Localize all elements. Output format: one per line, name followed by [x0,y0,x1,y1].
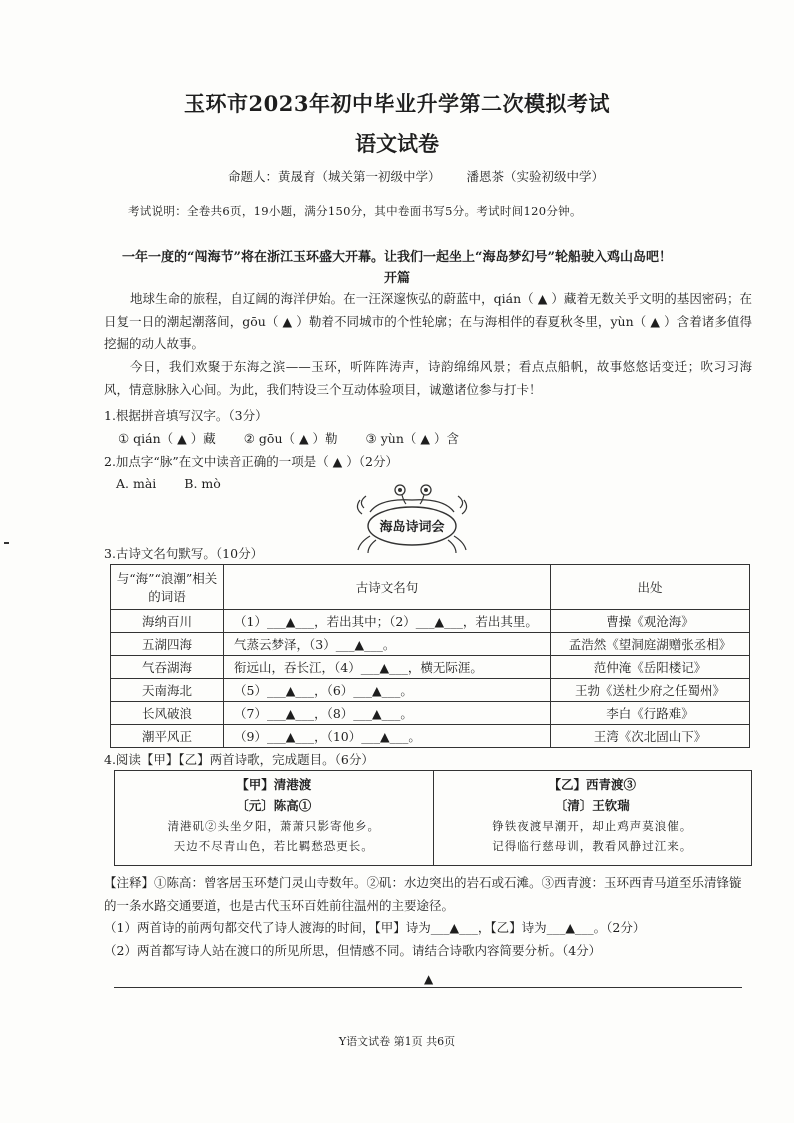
cell-word: 天南海北 [111,679,224,702]
intro-paragraph-2: 今日，我们欢聚于东海之滨——玉环，听阵阵涛声，诗韵绵绵风景；看点点船帆，故事悠悠话变迁；吹习习海风，情意脉脉入心间。为此，我们特设三个互动体验项目，诚邀诸位参与打卡！ [104,359,752,397]
cell-word: 五湖四海 [111,633,224,656]
page-footer: Y语文试卷 第1页 共6页 [338,1035,456,1048]
cell-source: 孟浩然《望洞庭湖赠张丞相》 [551,633,750,656]
table-row [111,633,750,656]
intro-line: 一年一度的“闯海节”将在浙江玉环盛大开幕。让我们一起坐上“海岛梦幻号”轮船驶入鸡山岛吧！ [122,250,672,265]
poem-a-title: 【甲】清港渡 [236,777,312,792]
col-header-words: 与“海”“浪潮”相关的词语 [111,565,224,610]
cell-verse: （7）___▲___，（8）___▲___。 [224,702,551,725]
poem-annotations: 【注释】①陈高：曾客居玉环楚门灵山寺数年。②矶：水边突出的岩石或石滩。③西青渡：玉环西青马道至乐清锋镟的一条水路交通要道，也是古代玉环百姓前往温州的主要途径。 [104,875,742,913]
answer-line [114,987,742,988]
q1-option-3: ③ yùn（ ▲ ）含 [365,431,459,446]
intro-paragraph-1: 地球生命的旅程，自辽阔的海洋伊始。在一汪深邃恢弘的蔚蓝中，qián（ ▲ ）藏着无数关乎文明的基因密码；在日复一日的潮起潮落间，gōu（ ▲ ）勒着不同城市的个性轮廓；在与海相伴的春夏秋冬里，yùn（ ▲ ）含着诸多值得挖掘的动人故事。 [104,291,752,351]
section-heading: 开篇 [383,271,410,286]
q1-option-2: ② gōu（ ▲ ）勒 [243,431,338,446]
table-row [111,656,750,679]
cell-source: 曹操《观沧海》 [551,610,750,633]
exam-subtitle: 语文试卷 [355,131,439,156]
author-2: 潘恩茶（实验初级中学） [466,169,605,184]
cell-source: 王勃《送杜少府之任蜀州》 [551,679,750,702]
scan-mark [4,542,9,544]
question-4-notes [104,872,752,962]
question-4-sub-1: （1）两首诗的前两句都交代了诗人渡海的时间，【甲】诗为___▲___，【乙】诗为___▲___。（2分） [104,920,646,935]
question-2-stem: 2.加点字“脉”在文中读音正确的一项是（ ▲ ）（2分） [104,454,398,469]
poems-box [114,770,752,866]
cell-verse: （9）___▲___，（10）___▲___。 [224,725,551,748]
cell-verse: （1）___▲___，若出其中；（2）___▲___，若出其里。 [224,610,551,633]
poem-a-line-2: 天边不尽青山色，若比羁愁恐更长。 [173,839,374,853]
crab-badge [352,482,472,554]
poem-a-line-1: 清港矶②头坐夕阳，萧萧只影寄他乡。 [167,819,380,833]
cell-verse: 气蒸云梦泽，（3）___▲___。 [224,633,551,656]
poem-b-line-1: 铮铁夜渡早潮开，却止鸡声莫浪催。 [492,819,693,833]
table-row [111,679,750,702]
cell-source: 范仲淹《岳阳楼记》 [551,656,750,679]
question-1-options [118,429,483,447]
q2-option-a: A. mài [116,476,157,491]
cell-word: 气吞湖海 [111,656,224,679]
cell-verse: 衔远山，吞长江，（4）___▲___，横无际涯。 [224,656,551,679]
cell-word: 潮平风正 [111,725,224,748]
cell-word: 长风破浪 [111,702,224,725]
cell-verse: （5）___▲___，（6）___▲___。 [224,679,551,702]
col-header-source: 出处 [551,565,750,610]
q2-option-b: B. mò [184,476,221,491]
exam-title: 玉环市2023年初中毕业升学第二次模拟考试 [184,91,610,116]
table-header-row [111,565,750,610]
cell-source: 王湾《次北固山下》 [551,725,750,748]
poem-b-line-2: 记得临行慈母训，教看风静过江来。 [492,839,693,853]
poem-b-author: 〔清〕王钦瑞 [554,798,630,813]
poem-b [433,771,752,865]
poem-a [115,771,433,865]
question-2-options [116,476,245,491]
col-header-verse: 古诗文名句 [224,565,551,610]
question-3-stem: 3.古诗文名句默写。（10分） [104,546,264,561]
answer-mark: ▲ [424,972,434,986]
table-row [111,725,750,748]
cell-word: 海纳百川 [111,610,224,633]
question-4-stem: 4.阅读【甲】【乙】两首诗歌，完成题目。（6分） [104,752,374,767]
author-1: 命题人：黄晟育（城关第一初级中学） [228,169,441,184]
table-row [111,610,750,633]
poem-b-title: 【乙】西青渡③ [548,777,636,792]
exam-instructions: 考试说明：全卷共6页，19小题，满分150分，其中卷面书写5分。考试时间120分钟。 [128,204,582,218]
question-4-sub-2: （2）两首都写诗人站在渡口的所见所思，但情感不同。请结合诗歌内容简要分析。（4分） [104,942,602,958]
q1-option-1: ① qián（ ▲ ）藏 [118,431,216,446]
poem-a-author: 〔元〕陈高① [236,798,312,813]
badge-label: 海岛诗词会 [379,520,445,535]
authors-line [228,167,626,185]
question-1-stem: 1.根据拼音填写汉字。（3分） [104,408,268,423]
table-row [111,702,750,725]
cell-source: 李白《行路难》 [551,702,750,725]
poetry-table [110,564,750,748]
